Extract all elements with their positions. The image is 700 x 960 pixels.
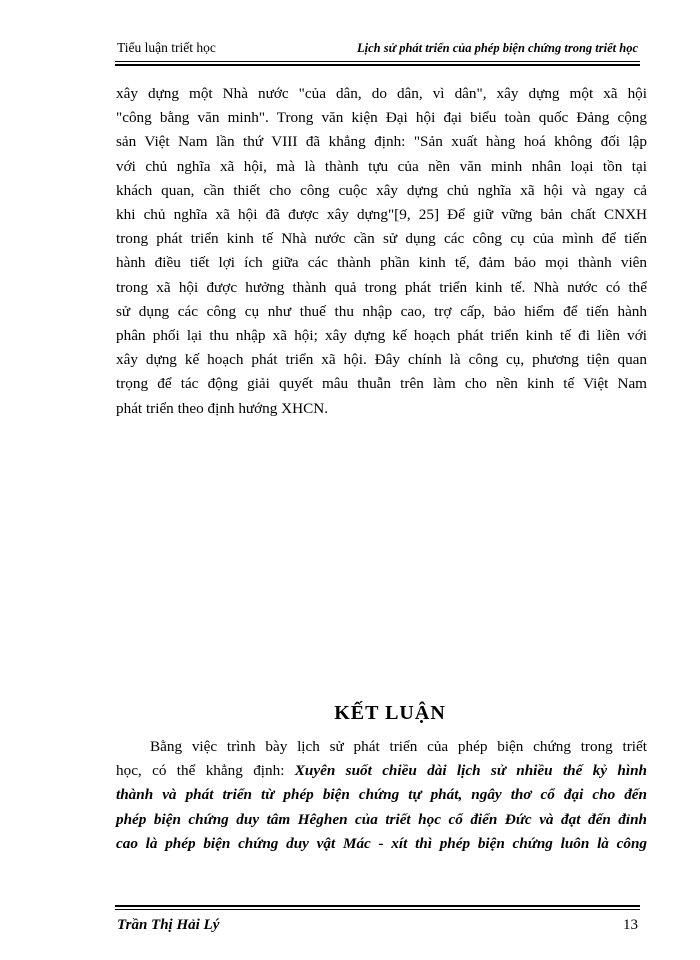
conclusion-line: Bằng việc trình bày lịch sử phát triển của phép biện chứng trong triết [150,738,647,755]
header-right-title: Lịch sử phát triển của phép biện chứng trong triết học [357,41,638,55]
body-line: trong phát triển kinh tế Nhà nước cần sử dụng các công cụ của mình để tiến [116,230,647,248]
body-line: phát triển theo định hướng XHCN. [116,399,328,417]
body-line: khách quan, cần thiết cho công cuộc xây dựng chủ nghĩa xã hội và ngay cả [116,181,647,199]
conclusion-line-plain: học, có thể khẳng định: [116,762,295,780]
body-line: phân phối lại thu nhập xã hội; xây dựng kế hoạch phát triển kinh tế đi liền với [116,327,647,345]
footer-rule-thick [115,905,640,907]
body-line: hành điều tiết lợi ích giữa các thành phần kinh tế, đảm bảo mọi thành viên [116,254,647,272]
body-line: trọng để tác động giải quyết mâu thuẫn trên làm cho nền kinh tế Việt Nam [116,375,647,393]
conclusion-line: cao là phép biện chứng duy vật Mác - xít thì phép biện chứng luôn là công [116,834,647,852]
conclusion-line: thành và phát triển từ phép biện chứng tự phát, ngây thơ cổ đại cho đến [116,786,647,804]
conclusion-paragraph [116,735,647,856]
body-line: xây dựng kế hoạch phát triển xã hội. Đây chính là công cụ, phương tiện quan [116,351,647,369]
conclusion-line [116,759,647,783]
body-line: xây dựng một Nhà nước "của dân, do dân, vì dân", xây dựng một xã hội [116,85,647,102]
header-rule-thin [115,61,640,62]
body-line: sản Việt Nam lần thứ VIII đã khẳng định: "Sản xuất hàng hoá không đối lập [116,133,647,151]
body-line: khi chủ nghĩa xã hội đã được xây dựng"[9, 25] Để giữ vững bản chất CNXH [116,206,647,224]
header-rule-thick [115,64,640,66]
body-line: với chủ nghĩa xã hội, mà là thành tựu của nền văn minh nhân loại tồn tại [116,157,647,175]
body-line: "công bằng văn minh". Trong văn kiện Đại hội đại biểu toàn quốc Đảng cộng [116,109,647,127]
conclusion-heading: KẾT LUẬN [334,702,446,724]
header-left-title: Tiểu luận triết học [117,40,216,55]
body-line: trong xã hội được hưởng thành quả trong phát triển kinh tế. Nhà nước có thể [116,278,647,296]
footer-rule-thin [115,909,640,910]
conclusion-line-emphasis: Xuyên suốt chiều dài lịch sử nhiều thế kỷ hình [294,762,647,780]
conclusion-line: phép biện chứng duy tâm Hêghen của triết học cổ điển Đức và đạt đến đỉnh [116,810,647,828]
body-line: sử dụng các công cụ như thuế thu nhập cao, trợ cấp, bảo hiểm để tiến hành [116,302,647,320]
footer-author: Trần Thị Hải Lý [117,917,220,933]
page-number: 13 [623,917,638,933]
body-paragraph [116,82,647,421]
